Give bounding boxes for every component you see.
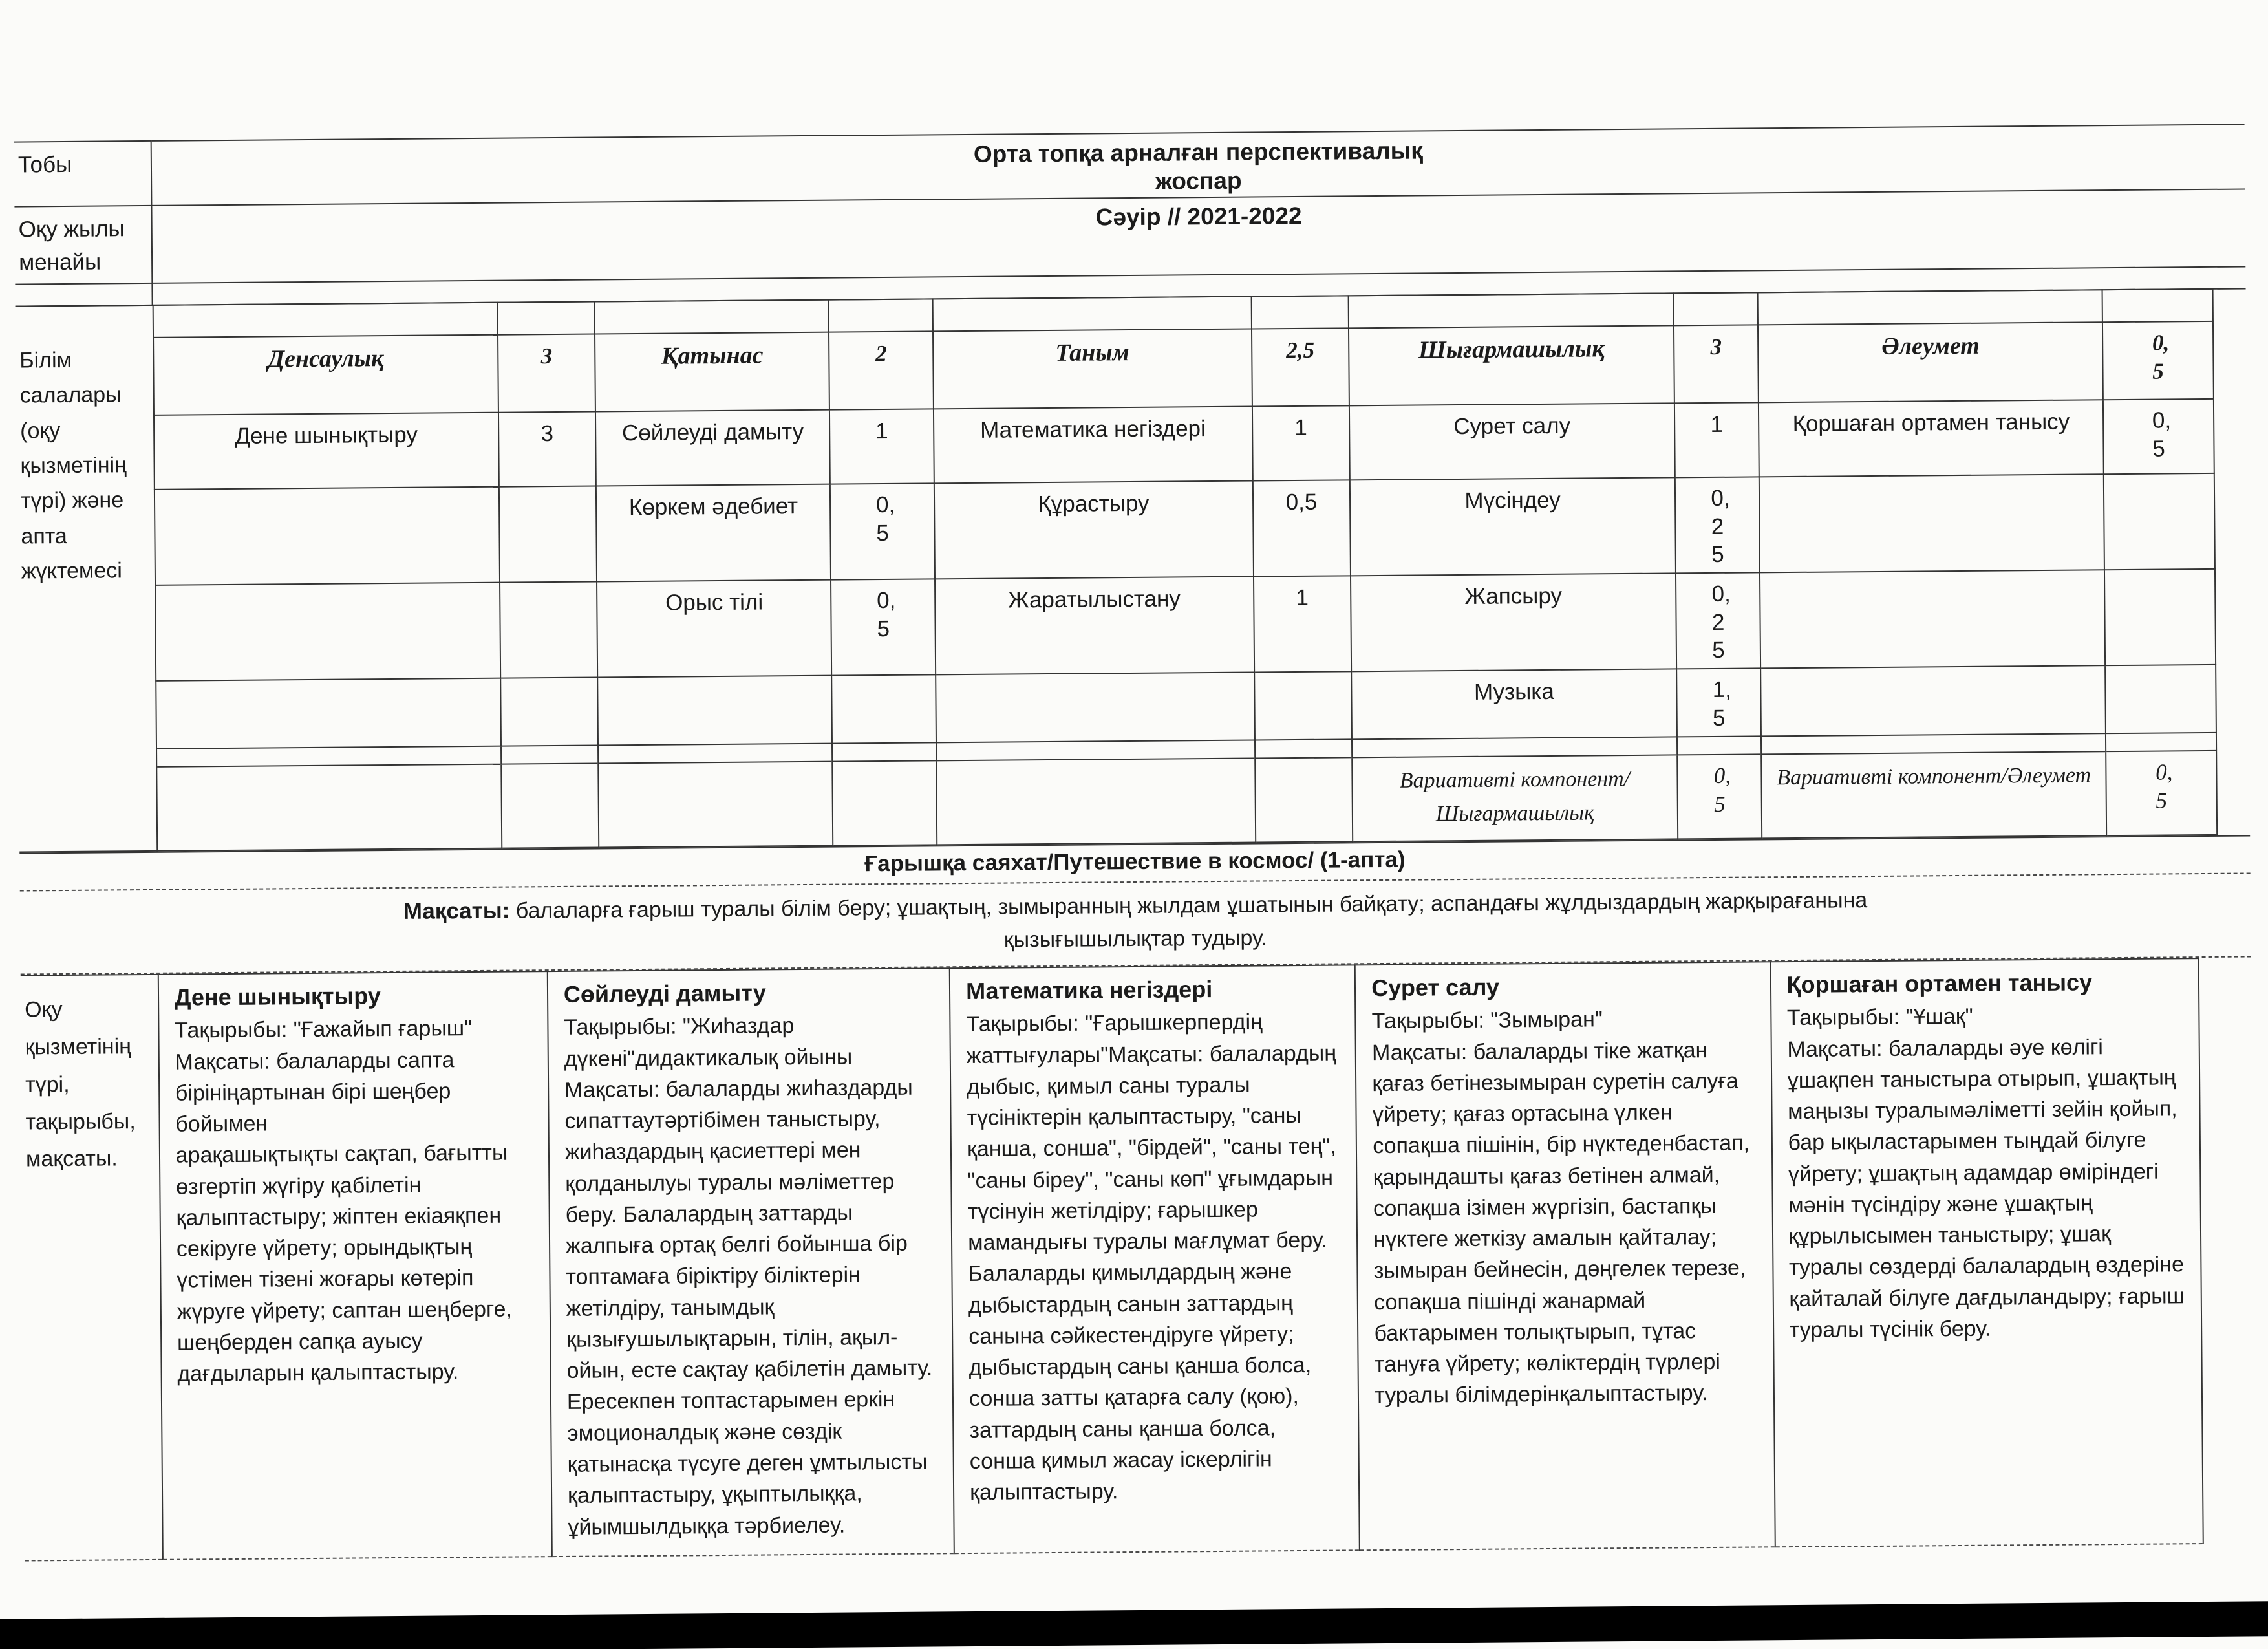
hours-cell: 0,5 — [2103, 399, 2214, 474]
hours-cell: 0,25 — [1675, 477, 1760, 573]
lesson-body: Тақырыбы: "Зымыран" Мақсаты: балаларды тіке жатқан қағаз бетінезымыран суретін салуға үйрету; қағаз ортасына үлкен сопақша пішінін, бір нүктеденбастап, қарындашты қағаз бетінен алмай, сопақша ізімен жүргізіп, бастапқы нүктеге жеткізу амалын қайталау; зымыран бейнесін, дөңгелек терезе, сопақша пішінді жанармай бактарымен толықтырып, тұтас тануға үйрету; көліктердің түрлері туралы білімдерінқалыптастыру. — [1371, 1007, 1750, 1408]
lesson-column — [1355, 962, 1775, 1551]
subject-cell: Дене шынықтыру — [154, 412, 499, 489]
hours-cell: 1 — [1252, 405, 1350, 480]
lesson-body: Тақырыбы: "Ғажайып ғарыш" Мақсаты: балаларды сапта бірініңартынан бірі шеңбер бойымен арақашықтықты сақтап, бағытты өзгертіп жүгіру қабілетін қалыптастыру; жіптен екіаяқпен секіруге үйрету; орындықтың үстімен тізені жоғары көтеріп жүруге үйрету; саптан шеңберге, шеңберден сапқа ауысу дағдыларын қалыптастыру. — [175, 1016, 513, 1386]
load-row — [17, 569, 2216, 682]
variative-row — [19, 751, 2217, 852]
hours-cell — [1254, 671, 1353, 740]
lesson-column — [950, 965, 1360, 1553]
lesson-side-label: Оқу қызметінің түрі, тақырыбы, мақсаты. — [21, 975, 163, 1560]
subject-cell — [1760, 570, 2105, 668]
lesson-title: Дене шынықтыру — [174, 982, 381, 1011]
hours-cell: 0,5 — [831, 579, 936, 675]
hours-cell: 0,5 — [1252, 480, 1351, 576]
hours-cell — [831, 674, 936, 743]
hours-cell: 2 — [829, 331, 934, 409]
hours-cell: 3 — [498, 334, 596, 412]
goal-text: балаларға ғарыш туралы білім беру; ұшақтың, зымыранның жылдам ұшатынын байқату; аспандағы жұлдыздардың жарқырағанына қызығышылықтар тудыру. — [515, 887, 1868, 953]
hours-cell — [2105, 665, 2216, 733]
subject-cell — [1761, 665, 2106, 736]
group-label: Тобы — [14, 141, 152, 206]
lesson-title: Сөйлеуді дамыту — [563, 979, 766, 1008]
subject-cell: Көркем әдебиет — [596, 484, 831, 581]
hours-cell — [832, 760, 937, 845]
week-theme-banner: Ғарышқа саяхат/Путешествие в космос/ (1-апта) — [19, 835, 2250, 891]
weekly-load-table — [16, 288, 2218, 853]
subject-cell — [155, 486, 500, 585]
lesson-title: Сурет салу — [1371, 973, 1500, 1002]
load-table-side-label: Білім салалары (оқу қызметінің түрі) және апта жүктемесі — [16, 305, 158, 852]
subject-cell — [155, 582, 500, 680]
subject-cell — [156, 764, 502, 850]
plan-title: Орта топқа арналған перспективалық жоспар — [973, 137, 1423, 195]
lesson-column — [548, 969, 954, 1557]
lesson-title: Математика негіздері — [965, 976, 1213, 1005]
subject-cell — [1759, 474, 2104, 572]
hours-cell — [1255, 757, 1353, 842]
hours-cell — [499, 486, 597, 582]
subject-cell: Қоршаған ортамен танысу — [1759, 400, 2104, 477]
hours-cell: 1 — [1674, 402, 1760, 477]
subject-cell — [598, 675, 833, 745]
area-cell: Қатынас — [595, 332, 829, 411]
hours-cell: 0,5 — [2102, 321, 2214, 400]
subject-cell: Вариативті компонент/Әлеумет — [1762, 751, 2107, 838]
load-row — [17, 473, 2215, 587]
hours-cell: 0,25 — [1676, 572, 1761, 669]
hours-cell: 0,5 — [830, 483, 935, 579]
hours-cell — [501, 763, 599, 848]
subject-cell — [936, 672, 1254, 742]
lesson-body: Тақырыбы: "Ұшақ" Мақсаты: балаларды әуе көлігі ұшақпен таныстыра отырып, ұшақтың маңызы туралымәліметті зейін қойып, бар ықыластарымен тыңдай білуге үйрету; ұшақтың адамдар өміріндегі мәнін түсіндіру және ұшақтың құрылысымен таныстыру; ұшақ туралы сөздерді балалардың өздеріне қайталай білуге дағдыландыру; ғарыш туралы түсінік беру. — [1786, 1004, 2185, 1342]
subject-cell — [936, 758, 1255, 845]
scan-edge-bar — [0, 1601, 2268, 1649]
area-cell: Шығармашылық — [1349, 325, 1674, 405]
subject-cell: Вариативті компонент/Шығармашылық — [1352, 755, 1678, 841]
subject-cell: Жапсыру — [1351, 573, 1676, 671]
lesson-column — [1770, 958, 2203, 1547]
area-cell: Таным — [933, 329, 1252, 409]
hours-cell — [2104, 569, 2216, 665]
subject-cell: Орыс тілі — [597, 579, 831, 677]
hours-cell: 0,5 — [2106, 751, 2217, 835]
subject-cell: Мүсіндеу — [1350, 477, 1676, 576]
hours-cell — [500, 677, 599, 746]
year-label: Оқу жылы менайы — [14, 206, 152, 285]
subject-cell: Сөйлеуді дамыту — [595, 409, 830, 486]
hours-cell: 1 — [829, 409, 934, 484]
goal-label: Мақсаты: — [403, 898, 510, 924]
hours-cell: 1,5 — [1676, 668, 1761, 737]
hours-cell: 0,5 — [1677, 754, 1762, 839]
lesson-row — [21, 958, 2203, 1560]
hours-cell: 3 — [498, 411, 597, 486]
hours-cell: 1 — [1254, 576, 1352, 672]
subject-cell: Математика негіздері — [934, 406, 1252, 483]
hours-cell: 3 — [1674, 325, 1759, 403]
subject-cell — [599, 761, 833, 847]
subject-cell — [156, 678, 500, 748]
hours-cell: 2,5 — [1251, 328, 1349, 406]
hours-cell — [500, 581, 598, 678]
lesson-detail-table — [21, 958, 2204, 1561]
subject-cell: Жаратылыстану — [935, 576, 1254, 674]
lesson-body: Тақырыбы: "Жиһаздар дүкені"дидактикалық ойыны Мақсаты: балаларды жиһаздарды сипаттаутәртібімен таныстыру, жиһаздардың қасиеттері мен қолданылуы туралы мәліметтер беру. Балалардың заттарды жалпыға ортақ белгі бойынша бір топтамаға біріктіру біліктерін жетілдіру, танымдық қызығушылықтарын, тілін, ақыл- ойын, есте сақтау қабілетін дамыту. Ересекпен топтастарымен еркін эмоционалдық және сөздік қатынасқа түсуге деген ұмтылысты қалыптастыру, ұқыптылыққа, ұйымшылдыққа тәрбиелеу. — [564, 1013, 933, 1540]
subject-cell: Құрастыру — [934, 480, 1254, 579]
year-value: Сәуір // 2021-2022 — [151, 189, 2245, 283]
top-info-table — [14, 124, 2246, 307]
hours-cell — [2104, 473, 2215, 570]
area-cell: Әлеумет — [1758, 322, 2103, 402]
subject-cell: Музыка — [1351, 669, 1676, 739]
lesson-body: Тақырыбы: "Ғарышкерпердің жаттығулары"Мақсаты: балалардың дыбыс, қимыл саны туралы түсініктерін қалыптастыру, "саны қанша, сонша", "бірдей", "саны тең", "саны біреу", "саны көп" ұғымдарын түсінуін жетілдіру; ғарышкер мамандығы туралы мағлұмат беру. Балаларды қимылдардың және дыбыстардың санын заттардың санына сәйкестендіруге үйрету; дыбыстардың саны қанша болса, сонша затты қатарға салу (қою), заттардың саны қанша болса, сонша қимыл жасау іскерлігін қалыптастыру. — [966, 1009, 1337, 1505]
lesson-title: Қоршаған ортамен танысу — [1786, 969, 2093, 998]
lesson-column — [158, 971, 552, 1559]
subject-cell: Сурет салу — [1349, 403, 1674, 480]
area-cell: Денсаулық — [153, 334, 498, 415]
